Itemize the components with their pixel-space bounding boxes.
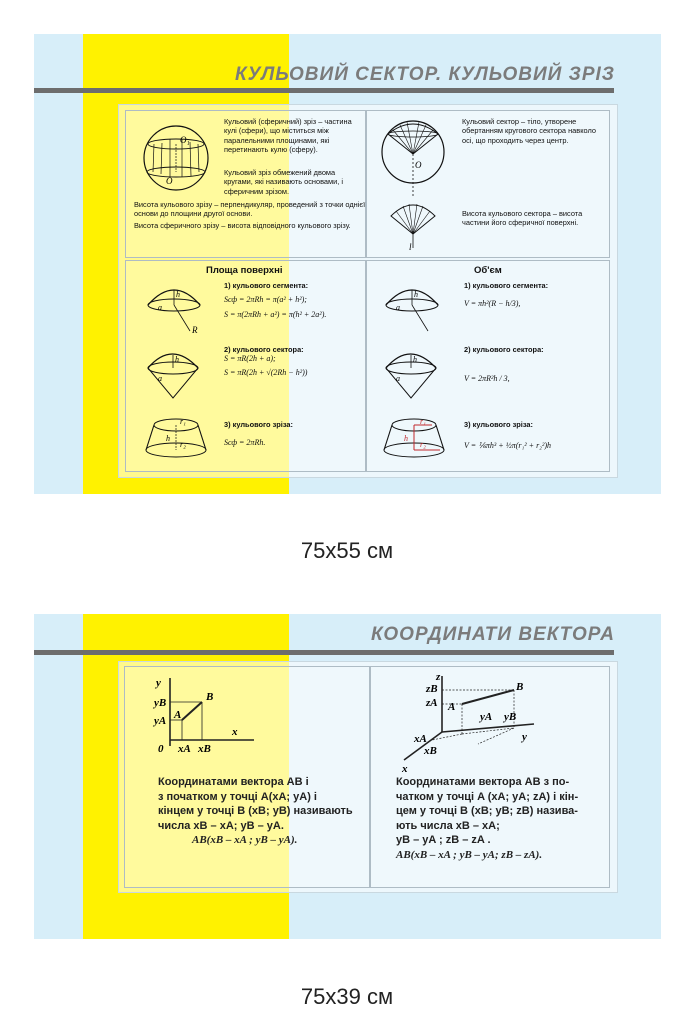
poster-vector-coordinates — [34, 614, 661, 939]
point3-b-label: B — [516, 681, 524, 693]
svg-text:a: a — [396, 303, 400, 312]
label-sector-o: O — [415, 160, 422, 170]
v2-line-1: Координатами вектора AB і — [158, 776, 309, 788]
title-underline — [34, 88, 614, 93]
point-b-label: B — [206, 691, 214, 703]
sector-figure-volume — [382, 346, 442, 406]
sector-def-2: Висота кульового сектора – висота частини його сферичної поверхні. — [462, 209, 583, 228]
xa-label: xA — [178, 743, 191, 755]
v2-line-5: AB(xB – xA ; yB – yA). — [192, 834, 298, 847]
point3-a-label: A — [448, 701, 456, 713]
axis-z-label: z — [436, 671, 441, 683]
volume-formula-3: V = ⅙πh³ + ½π(r₁² + r₂²)h — [464, 441, 552, 450]
volume-item-1: 1) кульового сегмента: — [464, 281, 549, 290]
surface-item-1: 1) кульового сегмента: — [224, 281, 309, 290]
ya-label: yA — [154, 715, 167, 727]
sector-figure-surface — [144, 346, 204, 406]
point-a-label: A — [174, 709, 182, 721]
volume-header: Об'єм — [474, 265, 502, 276]
layer-figure-surface — [144, 416, 210, 462]
axis3-x-label: x — [402, 763, 408, 775]
svg-text:r₂: r₂ — [420, 440, 426, 449]
size-label-1: 75х55 см — [300, 538, 394, 563]
title-underline — [34, 650, 614, 655]
vector-3d-text — [396, 775, 610, 862]
poster-title: КООРДИНАТИ ВЕКТОРА — [370, 624, 615, 645]
label-o: O — [166, 176, 173, 186]
label-sector-l: l — [409, 242, 412, 252]
axes-3d-figure — [398, 671, 538, 775]
volume-item-2: 2) кульового сектора: — [464, 345, 544, 354]
volume-formula-1: V = πh²(R − h/3), — [464, 299, 521, 308]
surface-formula-2a: S = πR(2h + a); — [224, 354, 276, 363]
volume-formula-2: V = 2πR²h / 3, — [464, 374, 510, 383]
v2-line-2: з початком у точці A(xA; yA) і — [158, 790, 317, 803]
layer-def-2: Кульовий зріз обмежений двома кругами, які називають основами, і сферичним зрізом. — [224, 168, 344, 196]
svg-text:r₁: r₁ — [180, 417, 186, 426]
v3-line-5: yB – yA ; zB – zA . — [396, 834, 491, 847]
sector-def-1: Кульовий сектор – тіло, утворене обертанням кругового сектора навколо осі, що проходить через центр. — [462, 117, 596, 145]
svg-text:a: a — [396, 374, 400, 383]
axes-2d-figure — [152, 674, 262, 756]
fig-a: a — [158, 303, 162, 312]
layer-def-4: Висота сферичного зрізу – висота відповідного кульового зрізу. — [134, 221, 351, 230]
v3-line-4: ють числа xB – xA; — [396, 819, 500, 832]
fig-r: R — [192, 325, 198, 335]
xb3-label: xB — [424, 745, 437, 757]
v3-line-1: Координатами вектора AB з по- — [396, 776, 570, 788]
v3-line-6: AB(xB – xA ; yB – yA; zB – zA). — [396, 848, 543, 861]
poster-spherical-sector — [34, 34, 661, 494]
surface-formula-2b: S = πR(2h + √(2Rh − h²)) — [224, 368, 308, 377]
zb-label: zB — [426, 683, 438, 695]
surface-header: Площа поверхні — [206, 265, 283, 276]
yb-label: yB — [154, 697, 167, 709]
xb-label: xB — [198, 743, 211, 755]
origin-label: 0 — [158, 743, 164, 755]
sphere-layer-figure — [136, 122, 222, 194]
svg-text:a: a — [158, 374, 162, 383]
ya3-label: yA — [480, 711, 493, 723]
volume-item-3: 3) кульового зріза: — [464, 420, 533, 429]
label-o1: O₁ — [180, 135, 190, 145]
svg-text:h: h — [413, 355, 417, 364]
segment-figure-volume — [382, 281, 448, 337]
layer-def-1: Кульовий (сферичний) зріз – частина кулі (сфери), що міститься між паралельними площинами, які перетинають кулю (сферу). — [224, 117, 352, 154]
svg-text:h: h — [175, 355, 179, 364]
surface-formula-1a: Sсф = 2πRh = π(a² + h²); — [224, 295, 307, 304]
axis-y-label: y — [156, 677, 161, 689]
surface-formula-1b: S = π(2πRh + a²) = π(h² + 2a²). — [224, 310, 327, 319]
v2-line-3: кінцем у точці B (xB; yB) називають — [158, 805, 353, 818]
layer-def-3: Висота кульового зрізу – перпендикуляр, проведений з точки однієї основи до площини другої основи. — [134, 200, 366, 219]
poster-title: КУЛЬОВИЙ СЕКТОР. КУЛЬОВИЙ ЗРІЗ — [234, 64, 615, 85]
svg-text:r₁: r₁ — [420, 417, 426, 426]
xa3-label: xA — [414, 733, 427, 745]
svg-text:r₂: r₂ — [180, 440, 186, 449]
size-label-2: 75х39 см — [300, 984, 394, 1009]
axis-x-label: x — [232, 726, 238, 738]
segment-figure-surface — [144, 281, 210, 337]
v3-line-2: чатком у точці A (xA; yA; zA) і кін- — [396, 790, 579, 803]
svg-text:h: h — [166, 434, 170, 443]
surface-item-3: 3) кульового зріза: — [224, 420, 293, 429]
axis3-y-label: y — [522, 731, 527, 743]
v3-line-3: цем у точці B (xB; yB; zB) назива- — [396, 805, 578, 818]
surface-item-2: 2) кульового сектора: — [224, 345, 304, 354]
v2-line-4: числа xB – xA; yB – yA. — [158, 819, 284, 832]
svg-text:h: h — [414, 290, 418, 299]
layer-figure-volume — [382, 416, 448, 462]
yb3-label: yB — [504, 711, 517, 723]
surface-formula-3: Sсф = 2πRh. — [224, 438, 266, 447]
fig-h: h — [176, 290, 180, 299]
sphere-sector-figure — [379, 116, 449, 250]
za-label: zA — [426, 697, 438, 709]
svg-text:h: h — [404, 434, 408, 443]
vector-2d-text — [158, 775, 368, 848]
